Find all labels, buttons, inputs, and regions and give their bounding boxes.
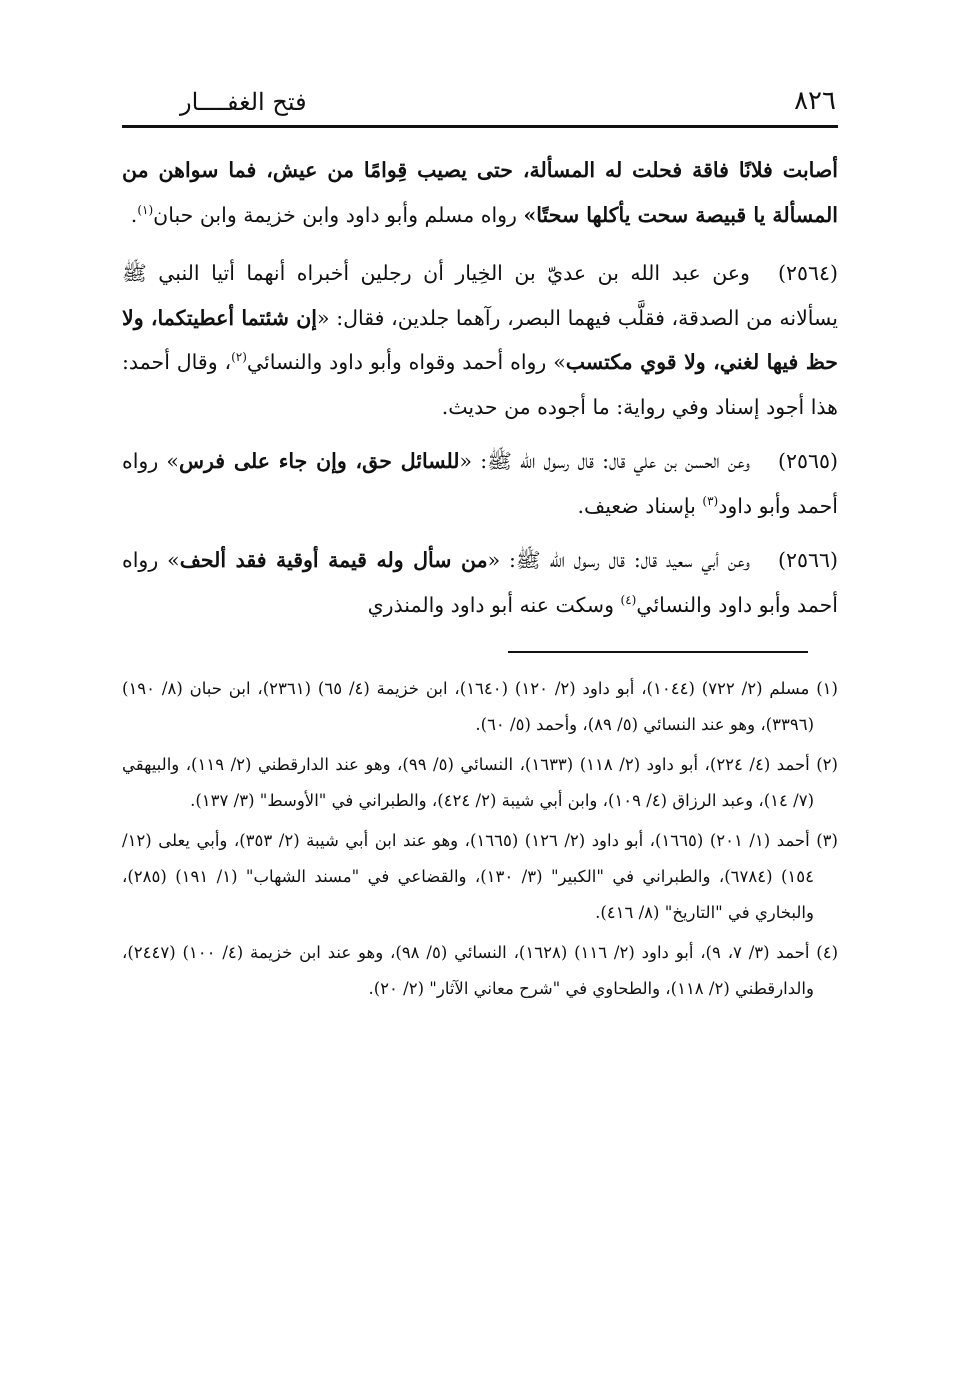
hadith-source: » رواه أحمد وأبو داود [122,449,838,518]
hadith-continuation [122,148,838,237]
book-page [122,78,838,1368]
hadith-number: (٢٥٦٥) [777,449,838,473]
footnote-separator [508,651,808,653]
hadith-narration: وعن عبد الله بن عديّ بن الخِيار أن رجلين أخبراه أنهما أتيا النبي ﷺ يسألانه من الصدقة، فقلَّب فيهما البصر، رآهما جلدين، فقال: « [122,261,838,330]
footnote-ref: (٢) [231,350,247,365]
hadith-narration: وعن أبي سعيد قال: قال رسول الله ﷺ: « [487,548,750,572]
hadith-2565 [122,439,838,528]
hadith-source: » رواه أحمد وأبو داود والنسائي [122,548,838,617]
hadith-quote: إن شئتما أعطيتكما، ولا حظ فيها لغني، ولا قوي مكتسب [122,305,838,374]
hadith-quote: من سأل وله قيمة أوقية فقد ألحف [179,548,488,572]
footnote-4: (٤) أحمد (٣/ ٧، ٩)، أبو داود (٢/ ١١٦) (١٦٢٨)، النسائي (٥/ ٩٨)، وهو عند ابن خزيمة (٤/ ١٠٠) (٢٤٤٧)، والدارقطني (٢/ ١١٨)، والطحاوي في "شرح معاني الآثار" (٢/ ٢٠). [122,943,838,998]
hadith-number: (٢٥٦٤) [777,261,838,285]
hadith-comment: بإسناد ضعيف. [577,493,703,518]
footnotes [122,671,838,1007]
page-header [122,78,838,126]
hadith-quote: للسائل حق، وإن جاء على فرس [178,449,460,473]
footnote-2: (٢) أحمد (٤/ ٢٢٤)، أبو داود (٢/ ١١٨) (١٦٣٣)، النسائي (٥/ ٩٩)، وهو عند الدارقطني (٢/ ١١٩)، والبيهقي (٧/ ١٤)، وعبد الرزاق (٤/ ١٠٩)، وابن أبي شيبة (٢/ ٤٢٤)، والطبراني في "الأوسط" (٣/ ١٣٧). [122,755,838,810]
hadith-quote: أصابت فلانًا فاقة فحلت له المسألة، حتى يصيب قِوامًا من عيش، فما سواهن من المسألة يا قبيصة سحت يأكلها سحتًا» [122,158,838,227]
footnote-ref: (٣) [702,493,719,508]
hadith-comment: ، وقال أحمد: هذا أجود إسناد وفي رواية: ما أجوده من حديث. [122,350,838,419]
hadith-2564 [122,251,838,429]
hadith-comment: وسكت عنه أبو داود والمنذري [367,592,621,617]
hadith-source: رواه مسلم وأبو داود وابن خزيمة وابن حبان [153,202,524,227]
hadith-narration: وعن الحسن بن علي قال: قال رسول الله ﷺ: « [459,449,750,473]
hadith-2566 [122,538,838,627]
footnote-1: (١) مسلم (٢/ ٧٢٢) (١٠٤٤)، أبو داود (٢/ ١٢٠) (١٦٤٠)، ابن خزيمة (٤/ ٦٥) (٢٣٦١)، ابن حبان (٨/ ١٩٠) (٣٣٩٦)، وهو عند النسائي (٥/ ٨٩)، وأحمد (٥/ ٦٠). [122,679,838,734]
header-rule [122,125,838,128]
main-text [122,148,838,627]
footnote-ref: (١) [137,202,154,217]
footnote-ref: (٤) [620,592,637,607]
running-title: فتح الغفــــار [180,88,307,116]
hadith-number: (٢٥٦٦) [777,548,838,572]
hadith-source: » رواه أحمد وقواه وأبو داود والنسائي [246,350,566,374]
hadith-end: . [130,202,138,227]
page-number: ٨٢٦ [794,86,836,116]
footnote-3: (٣) أحمد (١/ ٢٠١) (١٦٦٥)، أبو داود (٢/ ١٢٦) (١٦٦٥)، وهو عند ابن أبي شيبة (٢/ ٣٥٣)، وأبي يعلى (١٢/ ١٥٤) (٦٧٨٤)، والطبراني في "الكبير" (٣/ ١٣٠)، والقضاعي في "مسند الشهاب" (١/ ١٩١) (٢٨٥)، والبخاري في "التاريخ" (٨/ ٤١٦). [122,831,838,922]
